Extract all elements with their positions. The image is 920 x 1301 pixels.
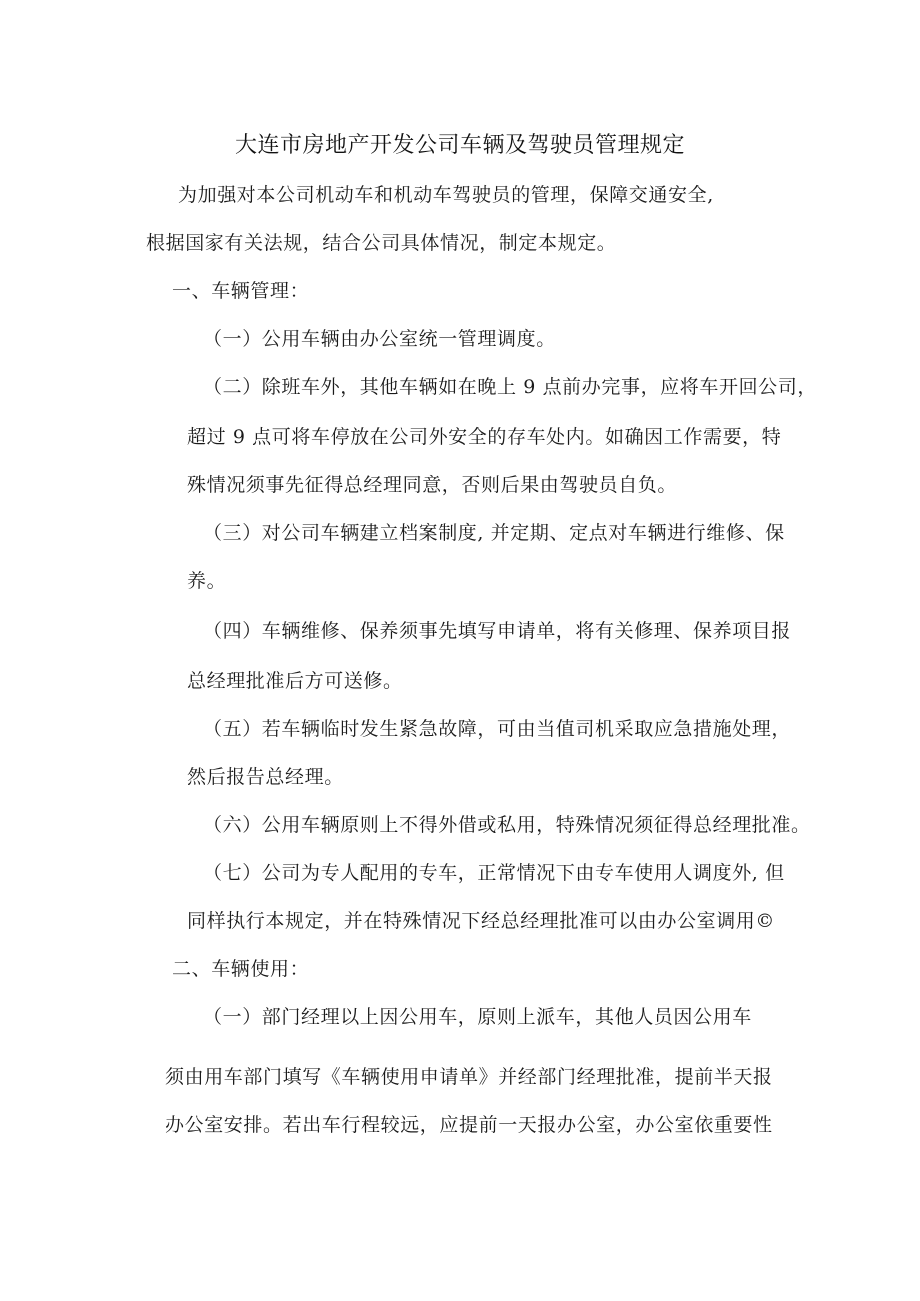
paragraph-line: （四）车辆维修、保养须事先填写申请单，将有关修理、保养项目报 (203, 620, 792, 642)
paragraph-line: （一）部门经理以上因公用车，原则上派车，其他人员因公用车 (203, 1006, 752, 1028)
paragraph-line: （七）公司为专人配用的专车，正常情况下由专车使用人调度外, 但 (203, 862, 785, 884)
section-heading-vehicle-management: 一、车辆管理： (172, 280, 310, 302)
paragraph-line: （二）除班车外，其他车辆如在晚上 9 点前办完事，应将车开回公司， (203, 376, 817, 398)
paragraph-line: 养。 (187, 570, 227, 592)
paragraph-line: 总经理批准后方可送修。 (187, 670, 403, 692)
paragraph-line: 办公室安排。若出车行程较远，应提前一天报办公室，办公室依重要性 (165, 1114, 773, 1136)
paragraph-line: 根据国家有关法规，结合公司具体情况，制定本规定。 (146, 232, 617, 254)
paragraph-line: 同样执行本规定，并在特殊情况下经总经理批准可以由办公室调用© (187, 910, 776, 932)
paragraph-line: （五）若车辆临时发生紧急故障，可由当值司机采取应急措施处理， (203, 718, 792, 740)
paragraph-line: 超过 9 点可将车停放在公司外安全的存车处内。如确因工作需要，特 (187, 426, 782, 448)
section-heading-vehicle-use: 二、车辆使用： (172, 958, 310, 980)
paragraph-line: 为加强对本公司机动车和机动车驾驶员的管理，保障交通安全, (178, 184, 714, 206)
document-title: 大连市房地产开发公司车辆及驾驶员管理规定 (234, 133, 685, 158)
paragraph-line: （六）公用车辆原则上不得外借或私用，特殊情况须征得总经理批准。 (203, 814, 811, 836)
paragraph-line: 殊情况须事先征得总经理同意，否则后果由驾驶员自负。 (187, 474, 678, 496)
paragraph-line: 须由用车部门填写《车辆使用申请单》并经部门经理批准，提前半天报 (165, 1066, 773, 1088)
paragraph-line: （一）公用车辆由办公室统一管理调度。 (203, 328, 556, 350)
paragraph-line: 然后报告总经理。 (187, 766, 344, 788)
paragraph-line: （三）对公司车辆建立档案制度, 并定期、定点对车辆进行维修、保 (203, 522, 785, 544)
